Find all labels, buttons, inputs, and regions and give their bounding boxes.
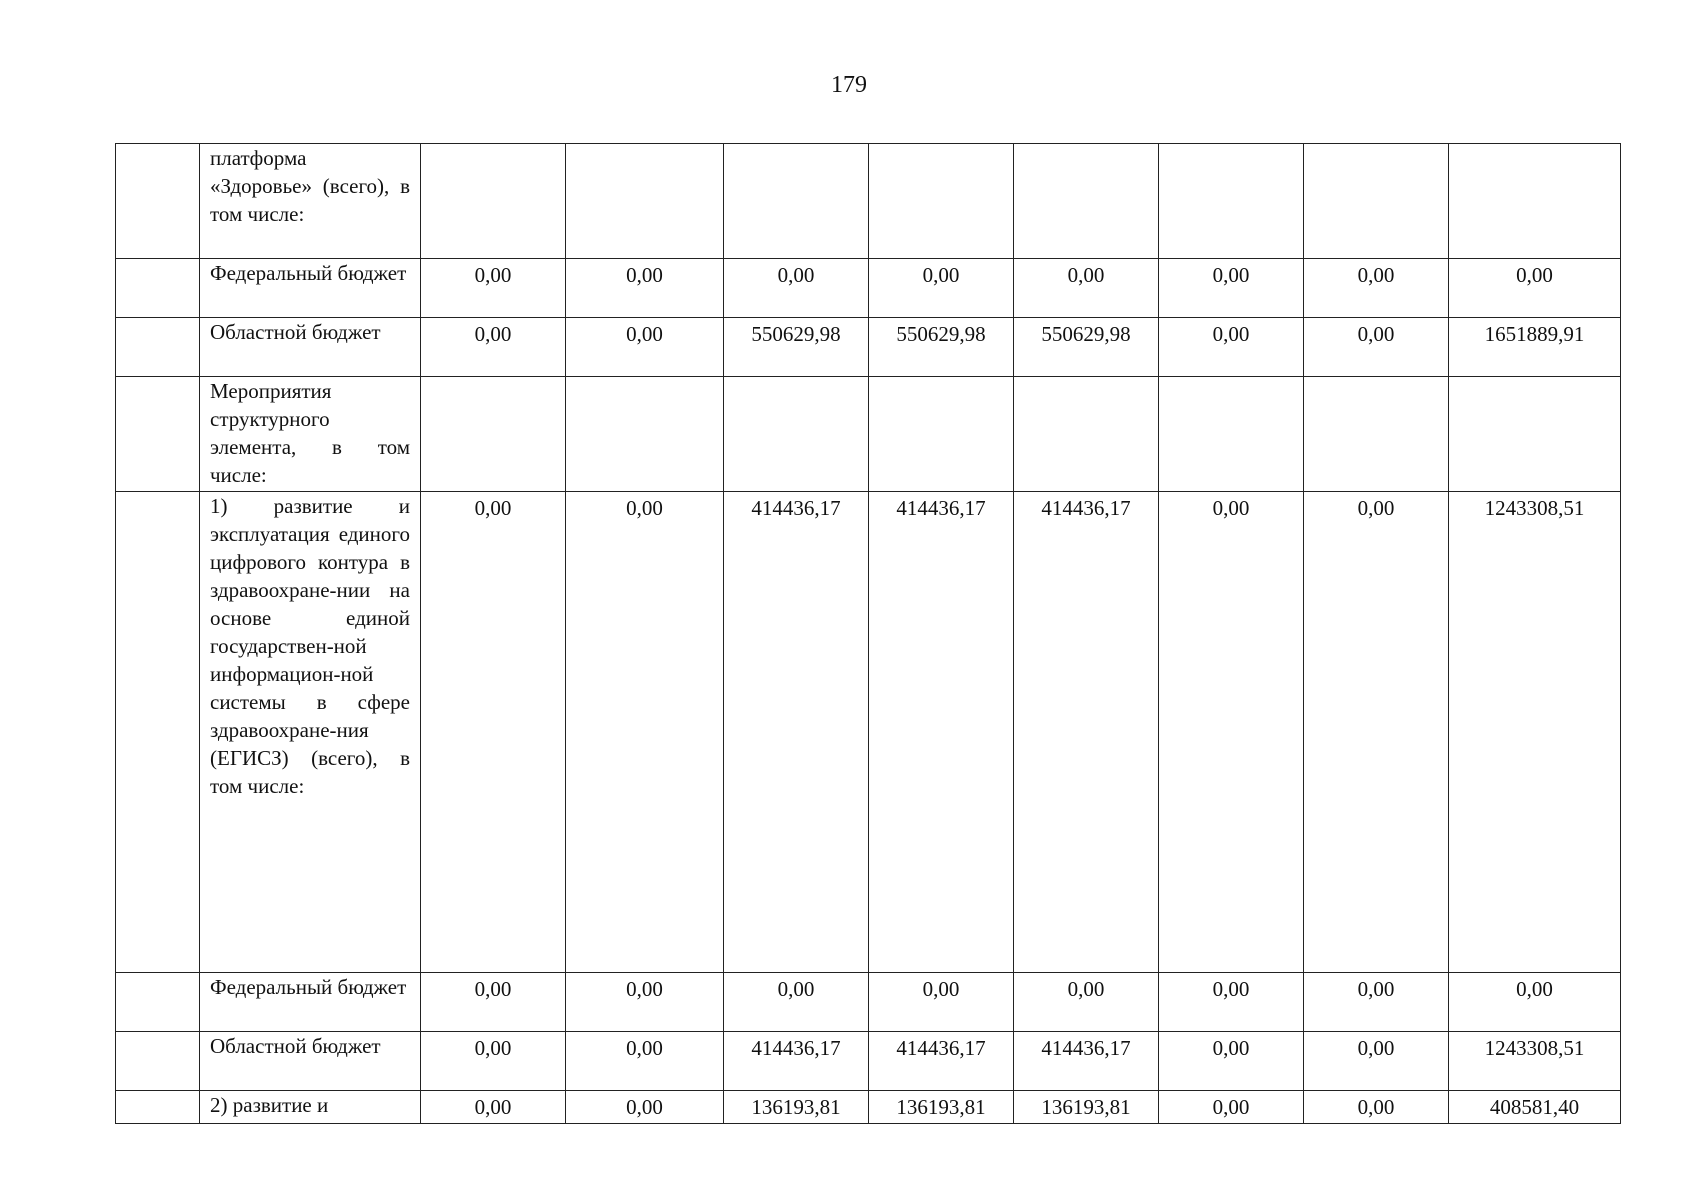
table-row — [116, 492, 1621, 973]
table-row — [116, 1091, 1621, 1124]
value-cell: 414436,17 — [1014, 1032, 1159, 1091]
value-cell: 136193,81 — [869, 1091, 1014, 1124]
value-cell: 0,00 — [421, 318, 566, 377]
value-cell: 0,00 — [724, 973, 869, 1032]
row-name: платформа «Здоровье» (всего), в том числе: — [210, 146, 410, 226]
value-cell: 0,00 — [566, 973, 724, 1032]
value-cell — [421, 377, 566, 492]
row-name: 2) развитие и — [210, 1093, 329, 1117]
value-cell: 0,00 — [566, 259, 724, 318]
value-cell: 414436,17 — [724, 1032, 869, 1091]
value-cell: 0,00 — [1159, 492, 1304, 973]
row-name-cell — [200, 377, 421, 492]
value-cell: 136193,81 — [724, 1091, 869, 1124]
value-cell — [421, 144, 566, 259]
row-name: Областной бюджет — [210, 320, 381, 344]
row-name: Областной бюджет — [210, 1034, 381, 1058]
value-cell: 0,00 — [1449, 973, 1621, 1032]
value-cell: 414436,17 — [724, 492, 869, 973]
value-cell — [1014, 377, 1159, 492]
value-cell: 0,00 — [421, 259, 566, 318]
value-cell: 0,00 — [1159, 259, 1304, 318]
value-cell: 414436,17 — [1014, 492, 1159, 973]
value-cell: 0,00 — [1159, 318, 1304, 377]
row-name-cell — [200, 973, 421, 1032]
row-name-cell — [200, 144, 421, 259]
row-name-cell — [200, 259, 421, 318]
row-number-cell — [116, 377, 200, 492]
value-cell: 0,00 — [1159, 1091, 1304, 1124]
value-cell: 550629,98 — [1014, 318, 1159, 377]
value-cell: 0,00 — [421, 973, 566, 1032]
table-row — [116, 377, 1621, 492]
value-cell: 0,00 — [1014, 259, 1159, 318]
row-name-cell — [200, 1091, 421, 1124]
value-cell: 550629,98 — [724, 318, 869, 377]
value-cell: 0,00 — [1304, 492, 1449, 973]
value-cell: 414436,17 — [869, 492, 1014, 973]
value-cell: 136193,81 — [1014, 1091, 1159, 1124]
budget-table — [115, 143, 1621, 1124]
row-number-cell — [116, 1032, 200, 1091]
value-cell: 0,00 — [421, 1091, 566, 1124]
value-cell: 0,00 — [1304, 1032, 1449, 1091]
row-number-cell — [116, 259, 200, 318]
value-cell — [1449, 144, 1621, 259]
value-cell — [566, 144, 724, 259]
value-cell: 0,00 — [421, 1032, 566, 1091]
value-cell: 0,00 — [869, 973, 1014, 1032]
value-cell: 0,00 — [1304, 259, 1449, 318]
value-cell — [1304, 377, 1449, 492]
value-cell — [1304, 144, 1449, 259]
row-number-cell — [116, 973, 200, 1032]
value-cell: 0,00 — [566, 318, 724, 377]
value-cell — [724, 377, 869, 492]
row-name-cell — [200, 1032, 421, 1091]
page-number: 179 — [831, 72, 867, 98]
value-cell — [724, 144, 869, 259]
row-name: Федеральный бюджет — [210, 261, 407, 285]
value-cell — [1159, 144, 1304, 259]
value-cell: 414436,17 — [869, 1032, 1014, 1091]
value-cell: 1243308,51 — [1449, 1032, 1621, 1091]
value-cell: 0,00 — [421, 492, 566, 973]
value-cell: 408581,40 — [1449, 1091, 1621, 1124]
value-cell — [869, 144, 1014, 259]
value-cell: 1651889,91 — [1449, 318, 1621, 377]
value-cell — [1014, 144, 1159, 259]
value-cell — [566, 377, 724, 492]
table-row — [116, 1032, 1621, 1091]
value-cell: 0,00 — [1304, 1091, 1449, 1124]
value-cell: 0,00 — [1014, 973, 1159, 1032]
table-row — [116, 318, 1621, 377]
row-name-cell — [200, 318, 421, 377]
value-cell: 1243308,51 — [1449, 492, 1621, 973]
table-row — [116, 259, 1621, 318]
row-number-cell — [116, 144, 200, 259]
value-cell: 0,00 — [566, 1032, 724, 1091]
row-name-cell — [200, 492, 421, 973]
value-cell: 0,00 — [724, 259, 869, 318]
value-cell: 0,00 — [1304, 318, 1449, 377]
value-cell: 0,00 — [1304, 973, 1449, 1032]
table-row — [116, 973, 1621, 1032]
value-cell: 0,00 — [869, 259, 1014, 318]
value-cell — [1449, 377, 1621, 492]
value-cell: 0,00 — [566, 1091, 724, 1124]
value-cell — [869, 377, 1014, 492]
value-cell: 550629,98 — [869, 318, 1014, 377]
value-cell: 0,00 — [1159, 1032, 1304, 1091]
row-name: 1) развитие и эксплуатация единого цифрового контура в здравоохране-нии на основе единой государствен-ной информацион-ной системы в сфере здравоохране-ния (ЕГИСЗ) (всего), в том числе: — [210, 494, 410, 798]
row-name: Мероприятия структурного элемента, в том числе: — [210, 379, 410, 487]
row-number-cell — [116, 318, 200, 377]
value-cell — [1159, 377, 1304, 492]
value-cell: 0,00 — [1159, 973, 1304, 1032]
row-number-cell — [116, 1091, 200, 1124]
table-row — [116, 144, 1621, 259]
value-cell: 0,00 — [566, 492, 724, 973]
row-number-cell — [116, 492, 200, 973]
row-name: Федеральный бюджет — [210, 975, 407, 999]
value-cell: 0,00 — [1449, 259, 1621, 318]
